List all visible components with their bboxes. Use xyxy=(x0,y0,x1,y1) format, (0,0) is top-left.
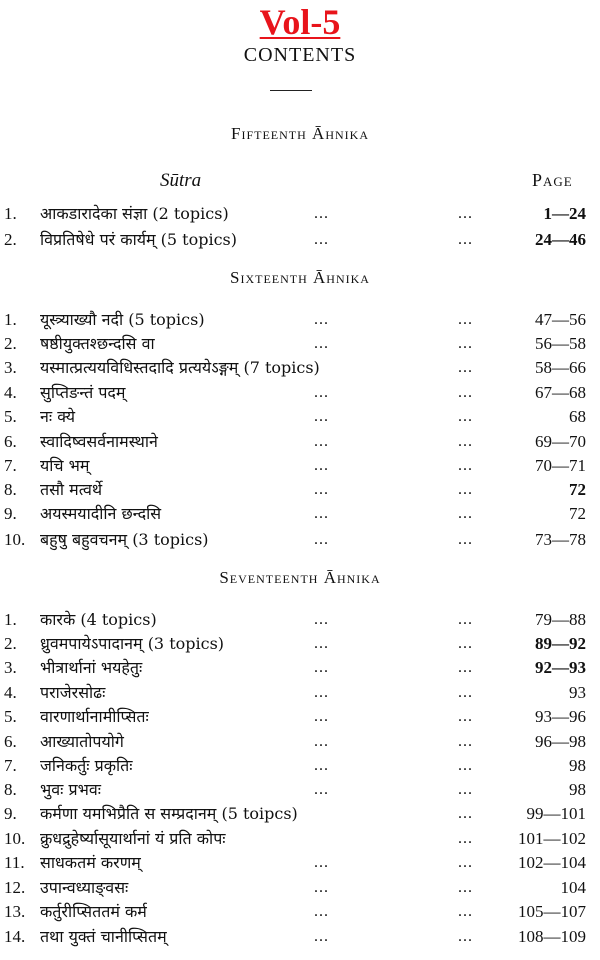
toc-entry xyxy=(0,454,600,478)
entry-sutra: नः क्ये xyxy=(40,407,76,426)
entry-number: 7. xyxy=(4,456,17,475)
entry-leader-dots: ... xyxy=(314,733,329,750)
section-title-sixteenth: Sixteenth Āhnika xyxy=(230,268,370,287)
entry-leader-dots: ... xyxy=(458,611,473,628)
entry-sutra: बहुषु बहुवचनम् (3 topics) xyxy=(40,530,209,549)
column-header-page: Page xyxy=(532,170,573,190)
entry-leader-dots: ... xyxy=(314,611,329,628)
column-header-sutra: Sūtra xyxy=(160,170,202,191)
toc-entry xyxy=(0,608,600,632)
entry-leader-dots: ... xyxy=(458,928,473,945)
entry-leader-dots: ... xyxy=(314,903,329,920)
entry-leader-dots: ... xyxy=(314,531,329,548)
entry-leader-dots: ... xyxy=(458,733,473,750)
entry-sutra: उपान्वध्याङ्वसः xyxy=(40,878,129,897)
entry-sutra: षष्ठीयुक्तश्छन्दसि वा xyxy=(40,334,155,353)
toc-entry xyxy=(0,827,600,851)
entry-number: 2. xyxy=(4,230,17,249)
entry-number: 10. xyxy=(4,530,26,549)
entry-sutra: यस्मात्प्रत्ययविधिस्तदादि प्रत्ययेऽङ्गम् (7 topics) xyxy=(40,358,320,377)
entry-number: 1. xyxy=(4,310,17,329)
toc-entry xyxy=(0,705,600,729)
entry-page-range: 101—102 xyxy=(518,829,586,848)
entry-leader-dots: ... xyxy=(314,659,329,676)
entry-leader-dots: ... xyxy=(314,708,329,725)
entry-page-range: 108—109 xyxy=(518,927,586,946)
entry-leader-dots: ... xyxy=(458,335,473,352)
entry-leader-dots: ... xyxy=(458,433,473,450)
volume-title-text: Vol-5 xyxy=(259,2,341,42)
entry-leader-dots: ... xyxy=(314,231,329,248)
entry-page-range: 47—56 xyxy=(535,310,586,329)
toc-entry xyxy=(0,632,600,656)
entry-number: 11. xyxy=(4,853,25,872)
entry-sutra: ध्रुवमपायेऽपादानम् (3 topics) xyxy=(40,634,225,653)
entry-leader-dots: ... xyxy=(458,505,473,522)
entry-leader-dots: ... xyxy=(458,659,473,676)
entry-sutra: स्वादिष्वसर्वनामस्थाने xyxy=(40,432,158,451)
entry-page-range: 102—104 xyxy=(518,853,586,872)
toc-entry xyxy=(0,502,600,526)
entry-sutra: भुवः प्रभवः xyxy=(40,780,101,799)
entry-number: 6. xyxy=(4,432,17,451)
entry-leader-dots: ... xyxy=(458,205,473,222)
entry-leader-dots: ... xyxy=(314,757,329,774)
toc-entry xyxy=(0,405,600,429)
toc-entry xyxy=(0,754,600,778)
contents-heading: CONTENTS xyxy=(243,44,357,66)
entry-sutra: तसौ मत्वर्थे xyxy=(40,480,103,499)
entry-leader-dots: ... xyxy=(458,457,473,474)
entry-leader-dots: ... xyxy=(458,854,473,871)
entry-leader-dots: ... xyxy=(458,231,473,248)
entry-page-range: 96—98 xyxy=(535,732,586,751)
entry-number: 9. xyxy=(4,504,17,523)
entry-sutra: साधकतमं करणम् xyxy=(40,853,141,872)
entry-sutra: आख्यातोपयोगे xyxy=(40,732,124,751)
entry-number: 8. xyxy=(4,780,17,799)
entry-leader-dots: ... xyxy=(314,481,329,498)
entry-page-range: 68 xyxy=(569,407,586,426)
entry-number: 13. xyxy=(4,902,26,921)
entry-sutra: पराजेरसोढः xyxy=(40,683,106,702)
entry-leader-dots: ... xyxy=(314,408,329,425)
toc-entry xyxy=(0,656,600,680)
toc-entry xyxy=(0,381,600,405)
entry-number: 1. xyxy=(4,204,17,223)
entry-sutra: जनिकर्तुः प्रकृतिः xyxy=(40,756,133,775)
entry-leader-dots: ... xyxy=(314,505,329,522)
entry-page-range: 105—107 xyxy=(518,902,586,921)
entry-leader-dots: ... xyxy=(458,408,473,425)
toc-entry xyxy=(0,851,600,875)
entry-page-range: 93 xyxy=(569,683,586,702)
entry-leader-dots: ... xyxy=(458,830,473,847)
entry-number: 5. xyxy=(4,407,17,426)
toc-entry xyxy=(0,202,600,226)
entry-page-range: 1—24 xyxy=(543,204,586,223)
entry-sutra: कारके (4 topics) xyxy=(40,610,157,629)
entry-leader-dots: ... xyxy=(314,635,329,652)
entry-page-range: 70—71 xyxy=(535,456,586,475)
entry-page-range: 79—88 xyxy=(535,610,586,629)
entry-number: 3. xyxy=(4,358,17,377)
toc-entry xyxy=(0,925,600,949)
entry-page-range: 72 xyxy=(569,504,586,523)
entry-sutra: क्रुधद्रुहेर्ष्यासूयार्थानां यं प्रति कोपः xyxy=(40,829,226,848)
entry-number: 14. xyxy=(4,927,26,946)
entry-number: 6. xyxy=(4,732,17,751)
entry-sutra: यूस्त्र्याख्यौ नदी (5 topics) xyxy=(40,310,205,329)
entry-number: 10. xyxy=(4,829,26,848)
entry-number: 9. xyxy=(4,804,17,823)
toc-entry xyxy=(0,528,600,552)
entry-leader-dots: ... xyxy=(314,854,329,871)
entry-leader-dots: ... xyxy=(458,684,473,701)
toc-entry xyxy=(0,900,600,924)
entry-page-range: 58—66 xyxy=(535,358,586,377)
entry-leader-dots: ... xyxy=(314,311,329,328)
entry-sutra: तथा युक्तं चानीप्सितम् xyxy=(40,927,167,946)
entry-page-range: 98 xyxy=(569,780,586,799)
entry-leader-dots: ... xyxy=(458,757,473,774)
entry-page-range: 56—58 xyxy=(535,334,586,353)
entry-sutra: अयस्मयादीनि छन्दसि xyxy=(40,504,162,523)
volume-title xyxy=(0,2,600,42)
entry-leader-dots: ... xyxy=(314,384,329,401)
entry-leader-dots: ... xyxy=(458,635,473,652)
entry-sutra: सुप्तिङन्तं पदम् xyxy=(40,383,126,402)
entry-sutra: आकडारादेका संज्ञा (2 topics) xyxy=(40,204,229,223)
entry-sutra: यचि भम् xyxy=(40,456,90,475)
toc-entry xyxy=(0,778,600,802)
entry-number: 7. xyxy=(4,756,17,775)
toc-entry xyxy=(0,356,600,380)
entry-leader-dots: ... xyxy=(314,457,329,474)
entry-leader-dots: ... xyxy=(458,359,473,376)
entry-sutra: विप्रतिषेधे परं कार्यम् (5 topics) xyxy=(40,230,238,249)
toc-entry xyxy=(0,430,600,454)
entry-page-range: 93—96 xyxy=(535,707,586,726)
entry-number: 1. xyxy=(4,610,17,629)
entry-leader-dots: ... xyxy=(458,879,473,896)
toc-entry xyxy=(0,876,600,900)
entry-leader-dots: ... xyxy=(458,481,473,498)
entry-leader-dots: ... xyxy=(458,311,473,328)
section-title-fifteenth: Fifteenth Āhnika xyxy=(231,124,369,143)
entry-page-range: 92—93 xyxy=(535,658,586,677)
entry-page-range: 72 xyxy=(569,480,586,499)
toc-entry xyxy=(0,802,600,826)
toc-entry xyxy=(0,730,600,754)
entry-number: 2. xyxy=(4,334,17,353)
entry-page-range: 73—78 xyxy=(535,530,586,549)
entry-leader-dots: ... xyxy=(314,335,329,352)
entry-leader-dots: ... xyxy=(314,205,329,222)
toc-entry xyxy=(0,308,600,332)
entry-number: 5. xyxy=(4,707,17,726)
entry-page-range: 98 xyxy=(569,756,586,775)
entry-number: 12. xyxy=(4,878,26,897)
toc-entry xyxy=(0,681,600,705)
entry-leader-dots: ... xyxy=(458,531,473,548)
entry-sutra: भीत्रार्थानां भयहेतुः xyxy=(40,658,143,677)
toc-entry xyxy=(0,332,600,356)
entry-leader-dots: ... xyxy=(314,879,329,896)
entry-leader-dots: ... xyxy=(458,781,473,798)
entry-page-range: 104 xyxy=(560,878,586,897)
section-title-seventeenth: Seventeenth Āhnika xyxy=(219,568,381,587)
entry-leader-dots: ... xyxy=(458,384,473,401)
entry-page-range: 69—70 xyxy=(535,432,586,451)
entry-number: 4. xyxy=(4,383,17,402)
entry-leader-dots: ... xyxy=(458,708,473,725)
entry-leader-dots: ... xyxy=(458,903,473,920)
entry-leader-dots: ... xyxy=(314,684,329,701)
entry-page-range: 67—68 xyxy=(535,383,586,402)
entry-sutra: वारणार्थानामीप्सितः xyxy=(40,707,149,726)
entry-page-range: 24—46 xyxy=(535,230,586,249)
toc-entry xyxy=(0,478,600,502)
entry-leader-dots: ... xyxy=(314,433,329,450)
entry-leader-dots: ... xyxy=(314,928,329,945)
title-divider xyxy=(270,90,312,91)
entry-number: 2. xyxy=(4,634,17,653)
entry-page-range: 89—92 xyxy=(535,634,586,653)
toc-entry xyxy=(0,228,600,252)
entry-page-range: 99—101 xyxy=(526,804,586,823)
entry-number: 8. xyxy=(4,480,17,499)
entry-sutra: कर्मणा यमभिप्रैति स सम्प्रदानम् (5 toipcs) xyxy=(40,804,298,823)
entry-leader-dots: ... xyxy=(458,805,473,822)
entry-leader-dots: ... xyxy=(314,781,329,798)
entry-number: 3. xyxy=(4,658,17,677)
entry-sutra: कर्तुरीप्सिततमं कर्म xyxy=(40,902,147,921)
entry-number: 4. xyxy=(4,683,17,702)
